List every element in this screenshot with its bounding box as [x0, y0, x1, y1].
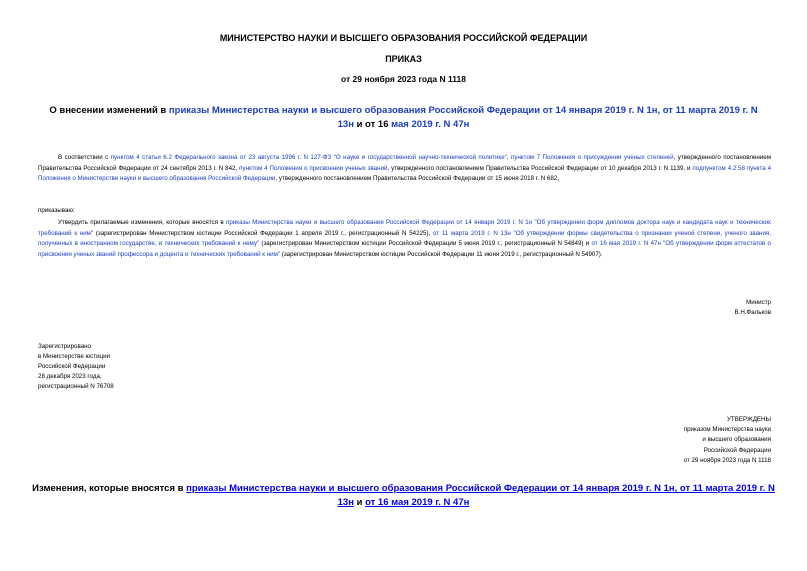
text: В соответствии с — [58, 154, 111, 161]
registration-line: Зарегистрировано — [38, 343, 91, 350]
title-prefix: О внесении изменений в — [49, 105, 169, 116]
signature-block — [734, 298, 771, 318]
text: (зарегистрирован Министерством юстиции Российской Федерации 1 апреля 2019 г., регистрационный N 54225), — [93, 229, 433, 237]
approved-line: от 29 ноября 2023 года N 1118 — [683, 456, 771, 464]
text: , утвержденного постановлением Правительства Российской Федерации от 10 декабря 2013 г. N 1139, и — [387, 164, 693, 172]
text: , утвержденного постановлением Правительства Российской Федерации от 15 июня 2018 г. N 682, — [275, 175, 559, 182]
text: Утвердить прилагаемые изменения, которые вносятся в — [58, 219, 227, 226]
link-law-127fz[interactable]: пунктом 4 статьи 6.2 Федерального закона от 23 августа 1996 г. N 127-ФЗ "О науке и государственной научно-технической политике" — [110, 154, 507, 161]
approved-line: приказом Министерства науки — [683, 426, 771, 434]
title-link-order-47n[interactable]: мая 2019 г. N 47н — [391, 119, 470, 130]
registration-line: 28 декабря 2023 года, — [38, 373, 102, 380]
link-order-13n[interactable]: от 11 марта 2019 г. N 13н "Об утверждении формы свидетельства о признании ученой степени, ученого звания, полученных в иностранном государстве, и технических требований к нему" — [38, 229, 771, 247]
changes-title — [30, 482, 777, 510]
registration-line: Российской Федерации — [38, 363, 106, 370]
registration-line: в Министерстве юстиции — [38, 353, 111, 360]
title2-prefix: Изменения, которые вносятся в — [32, 483, 187, 494]
title2-link-order-47n[interactable]: от 16 мая 2019 г. N 47н — [365, 497, 470, 508]
text: (зарегистрирован Министерством юстиции Российской Федерации 11 июня 2019 г., регистрационный N 54907). — [280, 250, 603, 258]
approved-line: Российской Федерации — [703, 446, 771, 454]
document-title — [40, 104, 767, 132]
signature-name: В.Н.Фальков — [734, 309, 771, 316]
signature-position: Министр — [746, 299, 771, 306]
ministry-header: МИНИСТЕРСТВО НАУКИ И ВЫСШЕГО ОБРАЗОВАНИЯ РОССИЙСКОЙ ФЕДЕРАЦИИ — [219, 33, 588, 43]
title-link-orders[interactable]: приказы Министерства науки и высшего образования Российской Федерации от 14 января 2019 г. N 1н, от 11 марта 2019 г. N 13н — [168, 105, 758, 130]
link-ministry-regulation[interactable]: подпунктом 4.2.58 пункта 4 Положения о Министерстве науки и высшего образования Российской Федерации — [38, 164, 772, 182]
title2-link-orders[interactable]: приказы Министерства науки и высшего образования Российской Федерации от 14 января 2019 г. N 1н, от 11 марта 2019 г. N 13н — [186, 483, 775, 508]
registration-block — [38, 342, 114, 392]
document-date: от 29 ноября 2023 года N 1118 — [341, 74, 466, 84]
title-mid: и от 16 — [353, 119, 392, 130]
document-type: ПРИКАЗ — [385, 54, 422, 64]
link-order-1n[interactable]: приказы Министерства науки и высшего образования Российской Федерации от 14 января 2019 г. N 1н "Об утверждении форм дипломов доктора наук и кандидата наук и технических требований к ним" — [38, 219, 772, 237]
text: , утвержденного постановлением Правительства Российской Федерации от 24 сентября 2013 г. N 842, — [38, 154, 771, 172]
link-degrees-regulation[interactable]: пунктом 7 Положения о присуждении ученых степеней — [511, 154, 674, 161]
text: , — [506, 154, 512, 161]
approved-block — [684, 415, 771, 466]
paragraph-order: приказываю: — [38, 207, 75, 214]
registration-line: регистрационный N 76708 — [38, 383, 114, 390]
approved-line: УТВЕРЖДЕНЫ — [727, 416, 771, 423]
link-titles-regulation[interactable]: пунктом 4 Положения о присвоении ученых званий — [239, 164, 388, 172]
text: (зарегистрирован Министерством юстиции Российской Федерации 5 июня 2019 г., регистрационный N 54849) и — [259, 240, 592, 247]
paragraph-approve — [38, 218, 771, 260]
link-order-47n[interactable]: от 16 мая 2019 г. N 47н "Об утверждении форм аттестатов о присвоении ученых званий профессора и доцента и технических требований к ним" — [38, 240, 771, 258]
title2-mid: и — [353, 497, 366, 508]
approved-line: и высшего образования — [702, 436, 771, 444]
paragraph-basis — [38, 153, 771, 185]
